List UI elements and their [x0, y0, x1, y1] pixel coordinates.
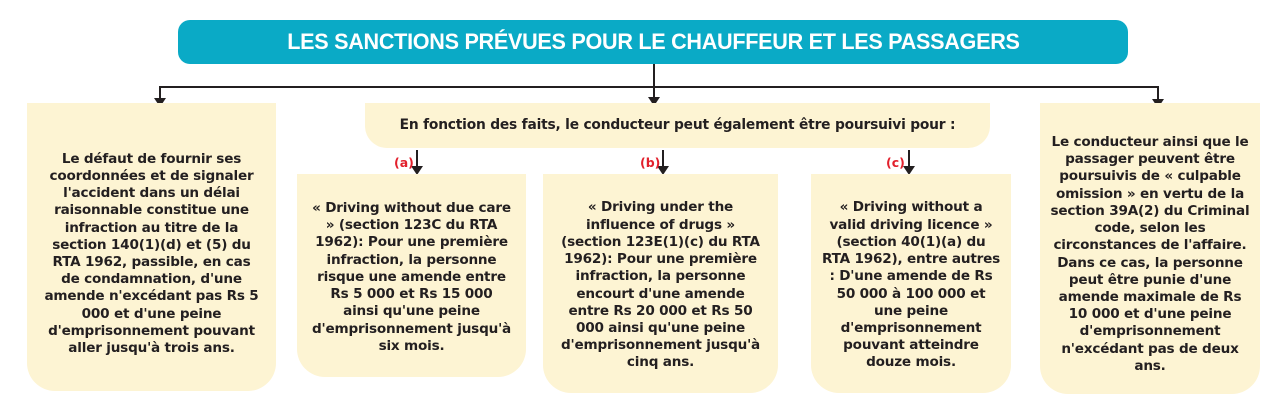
sub-box-c-driving-without-licence	[811, 174, 1011, 393]
middle-box-text: En fonction des faits, le conducteur peut également être poursuivi pour :	[399, 116, 956, 133]
label-b: (b)	[640, 155, 661, 170]
sub-box-b-driving-under-influence	[543, 174, 778, 393]
sub-box-a-driving-without-due-care	[297, 174, 526, 377]
middle-box-additional-charges	[365, 103, 990, 148]
sub-box-b-text: « Driving under the influence of drugs » (section 123E(1)(c) du RTA 1962): Pour une première infraction, la personne encourt d'une amende entre Rs 20 000 et Rs 50 000 ainsi qu'une peine d'emprisonnement jusqu'à cinq ans.	[560, 199, 761, 371]
connector-title-down	[653, 64, 655, 87]
sub-box-a-text: « Driving without due care » (section 123C du RTA 1962): Pour une première infraction, la personne risque une amende entre Rs 5 000 et Rs 15 000 ainsi qu'une peine d'emprisonnement jusqu'à six mois.	[311, 200, 512, 354]
sub-box-c-text: « Driving without a valid driving licence » (section 40(1)(a) du RTA 1962), entre autres : D'une amende de Rs 50 000 à 100 000 et une peine d'emprisonnement pouvant atteindre douze mois.	[821, 199, 1001, 371]
title-banner	[178, 20, 1128, 64]
connector-horizontal-main	[159, 86, 1158, 88]
left-box-failure-to-report	[27, 103, 276, 391]
left-box-text: Le défaut de fournir ses coordonnées et de signaler l'accident dans un délai raisonnable constitue une infraction au titre de la section 140(1)(d) et (5) du RTA 1962, passible, en cas de condamnation, d'une amende n'excédant pas Rs 5 000 et d'une peine d'emprisonnement pouvant aller jusqu'à trois ans.	[44, 150, 259, 357]
label-c: (c)	[886, 155, 905, 170]
right-box-culpable-omission	[1040, 103, 1260, 394]
right-box-text: Le conducteur ainsi que le passager peuvent être poursuivis de « culpable omission » en vertu de la section 39A(2) du Criminal code, selon les circonstances de l'affaire. Dans ce cas, la personne peut être punie d'une amende maximale de Rs 10 000 et d'une peine d'emprisonnement n'excédant pas de deux ans.	[1050, 134, 1250, 374]
diagram-title: LES SANCTIONS PRÉVUES POUR LE CHAUFFEUR ET LES PASSAGERS	[286, 29, 1020, 54]
label-a: (a)	[394, 155, 414, 170]
connector-right-down	[1157, 86, 1159, 99]
connector-left-down	[159, 86, 161, 98]
